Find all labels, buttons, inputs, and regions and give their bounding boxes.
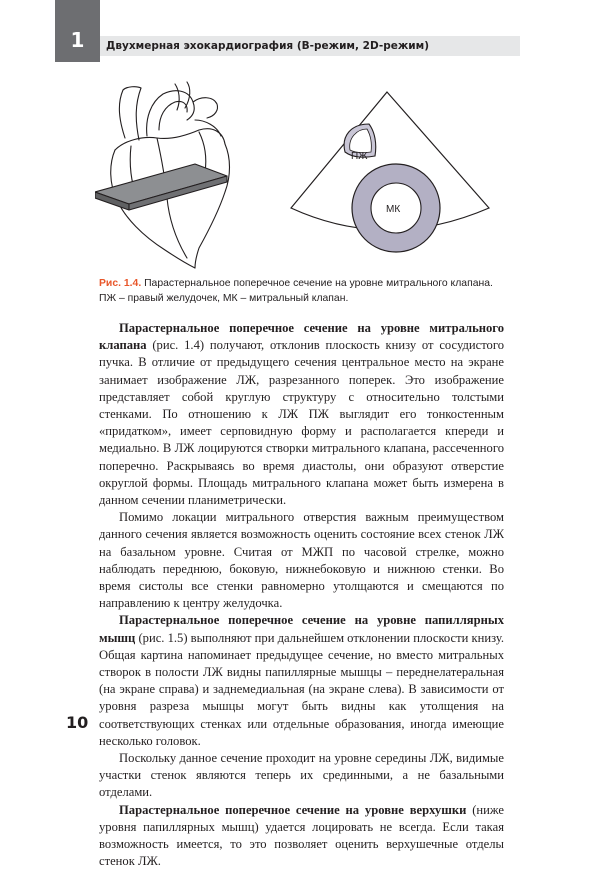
paragraph-heading: Парастернальное поперечное сечение на уровне верхушки	[119, 802, 467, 817]
figure-caption-label: Рис. 1.4.	[99, 278, 142, 289]
paragraph-text: (рис. 1.4) получают, отклонив плоскость книзу от сосудистого пучка. В отличие от предыдущего сечения центральное место на экране занимает изображение ЛЖ, разрезанного поперек. Это изображение представляет собой круглую структуру с относительно толстыми стенками. По отношению к ЛЖ ПЖ выглядит его тонкостенным «придатком», имеет серповидную форму и располагается кпереди и медиально. В ЛЖ лоцируются створки митрального клапана, рассеченного поперечно. Раскрываясь во время диастолы, они образуют отверстие округлой формы. Площадь митрального клапана может быть измерена в данном сечении планиметрически.	[99, 338, 504, 508]
transducer-plane	[95, 164, 227, 210]
label-mk: МК	[386, 204, 401, 215]
chapter-number: 1	[70, 28, 85, 52]
paragraph	[99, 320, 504, 509]
paragraph-heading: Парастернальное поперечное сечение на уровне митрального клапана	[99, 321, 504, 353]
paragraph-text: Поскольку данное сечение проходит на уровне середины ЛЖ, видимые участки стенок являются теперь их срединными, а не базальными отделами.	[99, 751, 504, 800]
paragraph	[99, 802, 504, 871]
body-text	[99, 320, 504, 871]
label-pzh: ПЖ	[351, 151, 368, 162]
paragraph	[99, 509, 504, 612]
running-head-title: Двухмерная эхокардиография (В-режим, 2D-режим)	[106, 40, 430, 52]
paragraph-text: (рис. 1.5) выполняют при дальнейшем отклонении плоскости книзу. Общая картина напоминает предыдущее сечение, но вместо митральных створок в полости ЛЖ видны папиллярные мышцы – переднелатеральная (на экране справа) и заднемедиальная (на экране слева). В зависимости от уровня разреза мышцы могут быть видны как утолщения на соответствующих стенках или отдельные образования, иногда имеющие несколько головок.	[99, 630, 505, 748]
paragraph	[99, 612, 504, 750]
paragraph-heading: Парастернальное поперечное сечение на уровне папиллярных мышц	[99, 613, 504, 645]
figure-caption	[99, 276, 509, 306]
figure-1-4	[95, 80, 505, 270]
page-number: 10	[66, 713, 89, 732]
echo-sector	[291, 92, 489, 252]
figure-caption-text: Парастернальное поперечное сечение на уровне митрального клапана. ПЖ – правый желудочек, МК – митральный клапан.	[99, 278, 493, 304]
paragraph-text: (ниже уровня папиллярных мышц) удается лоцировать не всегда. Если такая возможность имеется, то это позволяет оценить верхушечные отделы стенок ЛЖ.	[99, 802, 504, 869]
paragraph-text: Помимо локации митрального отверстия важным преимуществом данного сечения является возможность оценить состояние всех стенок ЛЖ на базальном уровне. Считая от МЖП по часовой стрелке, можно наблюдать переднюю, боковую, нижнебоковую и нижнюю стенки. Во время систолы все стенки равномерно утолщаются и смещаются по направлению к центру желудочка.	[99, 510, 504, 611]
paragraph	[99, 750, 504, 802]
